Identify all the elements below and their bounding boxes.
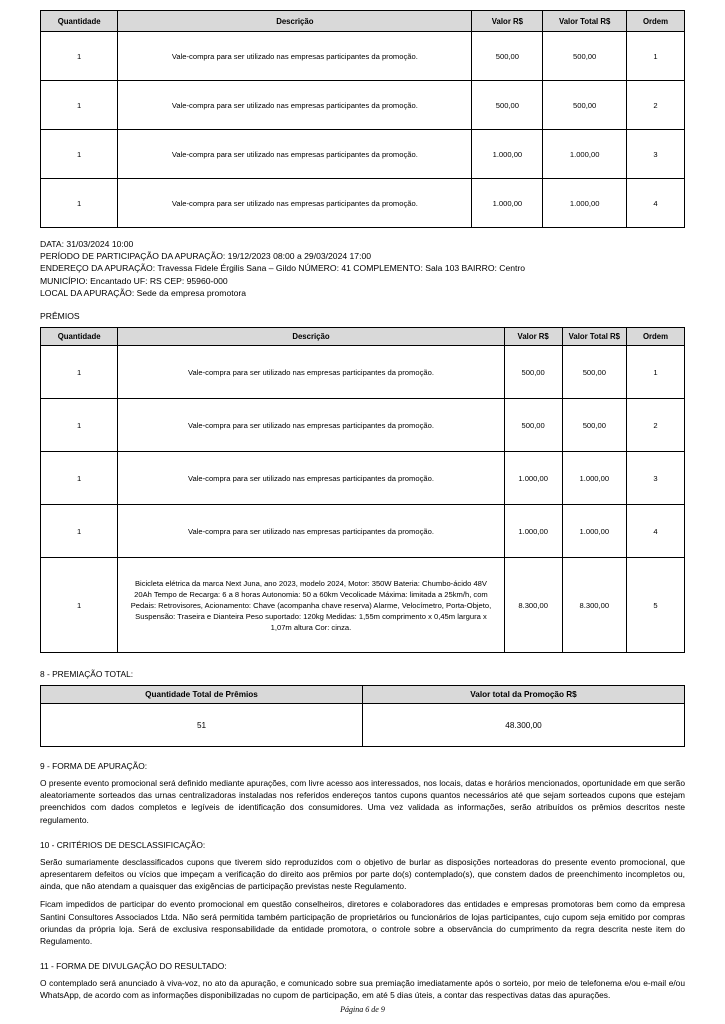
- cell-ordem: 1: [627, 32, 685, 81]
- cell-descricao: Vale-compra para ser utilizado nas empresas participantes da promoção.: [118, 346, 504, 399]
- cell-ordem: 3: [627, 130, 685, 179]
- column-header-ordem: Ordem: [627, 11, 685, 32]
- section-10-paragraph-2: Ficam impedidos de participar do evento promocional em questão conselheiros, diretores e colaboradores das entidades e empresas promotoras bem como da empresa Santini Consultores Associados Ltda. Não será permitida também participação de proprietários ou funcionários de lojas participantes, cujo cupom seja emitido por compras oriundas da própria loja. Será de exclusiva responsabilidade da entidade promotora, o controle sobre a observância do cumprimento da regra descrita neste item do Regulamento.: [40, 899, 685, 946]
- column-header-valor-total: Valor Total R$: [543, 11, 627, 32]
- table-header-row: [41, 328, 685, 346]
- meta-endereco: ENDEREÇO DA APURAÇÃO: Travessa Fidele Érgilis Sana – Gildo NÚMERO: 41 COMPLEMENTO: Sala 103 BAIRRO: Centro: [40, 263, 526, 274]
- cell-descricao: Vale-compra para ser utilizado nas empresas participantes da promoção.: [118, 130, 472, 179]
- page-footer: Página 6 de 9: [340, 1005, 385, 1014]
- table-row: [41, 452, 685, 505]
- cell-quantidade: 1: [41, 452, 118, 505]
- column-header-valor-total: Valor Total R$: [562, 328, 626, 346]
- cell-quantidade: 1: [41, 179, 118, 228]
- cell-valor-total: 1.000,00: [543, 179, 627, 228]
- column-header-quantidade: Quantidade: [41, 11, 118, 32]
- cell-valor: 500,00: [504, 346, 562, 399]
- table-row: [41, 81, 685, 130]
- cell-ordem: 4: [627, 505, 685, 558]
- apuracao-metadata: [40, 238, 685, 299]
- table-row: [41, 179, 685, 228]
- cell-quantidade: 1: [41, 32, 118, 81]
- section-10-title: 10 - CRITÉRIOS DE DESCLASSIFICAÇÃO:: [40, 839, 206, 850]
- cell-descricao: Bicicleta elétrica da marca Next Juna, ano 2023, modelo 2024, Motor: 350W Bateria: Chumbo-ácido 48V 20Ah Tempo de Recarga: 6 a 8 horas Autonomia: 50 a 60km Vecolicade Máxima: limitada a 25km/h, com Pedais: Retrovisores, Acionamento: Chave (acompanha chave reserva) Alarme, Velocímetro, Porta-Objeto, Suspensão: Traseira e Dianteira Peso suportado: 120kg Medidas: 1,55m comprimento x 0,45m largura x 1,07m altura Cor: cinza.: [118, 558, 504, 653]
- cell-quantidade: 1: [41, 130, 118, 179]
- cell-valor-total: 8.300,00: [562, 558, 626, 653]
- cell-valor: 1.000,00: [472, 130, 543, 179]
- section-9-paragraph: O presente evento promocional será definido mediante apurações, com livre acesso aos interessados, nos locais, datas e horários mencionados, oportunidade em que serão aleatoriamente sorteados das urnas centralizadoras instaladas nos referidos endereços tantos cupons quantos necessários até que sejam sorteados cupons que estejam preenchidos com dados completos e legíveis de identificação dos consumidores. Uma vez validada as informações, serão atribuídos os prêmios descritos neste regulamento.: [40, 778, 685, 825]
- cell-valor-total: 500,00: [543, 32, 627, 81]
- cell-descricao: Vale-compra para ser utilizado nas empresas participantes da promoção.: [118, 452, 504, 505]
- section-11-paragraph: O contemplado será anunciado à viva-voz, no ato da apuração, e comunicado sobre sua premiação imediatamente após o sorteio, por meio de telefonema e/ou e-mail e/ou WhatsApp, de acordo com as informações disponibilizadas no cupom de participação, em até 5 dias úteis, a contar das respectivas datas das apurações.: [40, 978, 685, 1001]
- cell-quantidade: 1: [41, 346, 118, 399]
- section-8-title: 8 - PREMIAÇÃO TOTAL:: [40, 669, 134, 680]
- prizes-table-top: [40, 10, 685, 228]
- cell-valor-total: 1.000,00: [562, 452, 626, 505]
- cell-ordem: 2: [627, 399, 685, 452]
- cell-quantidade: 1: [41, 399, 118, 452]
- meta-data: DATA: 31/03/2024 10:00: [40, 239, 134, 249]
- cell-valor: 1.000,00: [472, 179, 543, 228]
- section-9-title: 9 - FORMA DE APURAÇÃO:: [40, 761, 148, 772]
- cell-valor: 1.000,00: [504, 452, 562, 505]
- column-header-valor: Valor R$: [472, 11, 543, 32]
- cell-valor-total: 500,00: [562, 399, 626, 452]
- table-row: [41, 130, 685, 179]
- meta-periodo: PERÍODO DE PARTICIPAÇÃO DA APURAÇÃO: 19/12/2023 08:00 a 29/03/2024 17:00: [40, 251, 372, 262]
- column-header-ordem: Ordem: [627, 328, 685, 346]
- cell-descricao: Vale-compra para ser utilizado nas empresas participantes da promoção.: [118, 32, 472, 81]
- cell-ordem: 3: [627, 452, 685, 505]
- section-11-title: 11 - FORMA DE DIVULGAÇÃO DO RESULTADO:: [40, 961, 227, 972]
- column-header-valor: Valor R$: [504, 328, 562, 346]
- table-header-row: [41, 686, 685, 704]
- section-10-paragraph-1: Serão sumariamente desclassificados cupons que tiverem sido reproduzidos com o objetivo de burlar as disposições norteadoras do presente evento promocional, que apresentarem defeitos ou vícios que impeçam a verificação do direito aos prêmios por parte do(s) contemplado(s), que constem dados de preenchimento incompletos ou, ainda, que não atendam a quaisquer das exigências de participação previstas neste Regulamento.: [40, 856, 685, 892]
- cell-quantidade: 1: [41, 505, 118, 558]
- cell-descricao: Vale-compra para ser utilizado nas empresas participantes da promoção.: [118, 399, 504, 452]
- table-header-row: [41, 11, 685, 32]
- cell-ordem: 4: [627, 179, 685, 228]
- cell-descricao: Vale-compra para ser utilizado nas empresas participantes da promoção.: [118, 81, 472, 130]
- table-row: [41, 346, 685, 399]
- cell-quantidade-total: 51: [41, 704, 363, 747]
- column-header-quantidade-total: Quantidade Total de Prêmios: [41, 686, 363, 704]
- cell-quantidade: 1: [41, 81, 118, 130]
- column-header-valor-total-promocao: Valor total da Promoção R$: [363, 686, 685, 704]
- cell-descricao: Vale-compra para ser utilizado nas empresas participantes da promoção.: [118, 505, 504, 558]
- cell-valor-total-promocao: 48.300,00: [363, 704, 685, 747]
- total-premiacao-table: [40, 685, 685, 747]
- meta-municipio: MUNICÍPIO: Encantado UF: RS CEP: 95960-000: [40, 275, 228, 286]
- cell-descricao: Vale-compra para ser utilizado nas empresas participantes da promoção.: [118, 179, 472, 228]
- table-row: [41, 399, 685, 452]
- cell-valor: 500,00: [504, 399, 562, 452]
- premios-label: PRÊMIOS: [40, 311, 80, 322]
- table-row: [41, 558, 685, 653]
- cell-valor: 8.300,00: [504, 558, 562, 653]
- cell-quantidade: 1: [41, 558, 118, 653]
- cell-valor-total: 1.000,00: [562, 505, 626, 558]
- cell-ordem: 2: [627, 81, 685, 130]
- cell-valor-total: 500,00: [543, 81, 627, 130]
- cell-ordem: 1: [627, 346, 685, 399]
- cell-ordem: 5: [627, 558, 685, 653]
- cell-valor-total: 500,00: [562, 346, 626, 399]
- table-row: [41, 32, 685, 81]
- cell-valor: 1.000,00: [504, 505, 562, 558]
- meta-local: LOCAL DA APURAÇÃO: Sede da empresa promotora: [40, 287, 247, 298]
- column-header-descricao: Descrição: [118, 328, 504, 346]
- column-header-quantidade: Quantidade: [41, 328, 118, 346]
- cell-valor: 500,00: [472, 32, 543, 81]
- table-row: [41, 704, 685, 747]
- cell-valor-total: 1.000,00: [543, 130, 627, 179]
- cell-valor: 500,00: [472, 81, 543, 130]
- column-header-descricao: Descrição: [118, 11, 472, 32]
- prizes-table-main: [40, 327, 685, 653]
- table-row: [41, 505, 685, 558]
